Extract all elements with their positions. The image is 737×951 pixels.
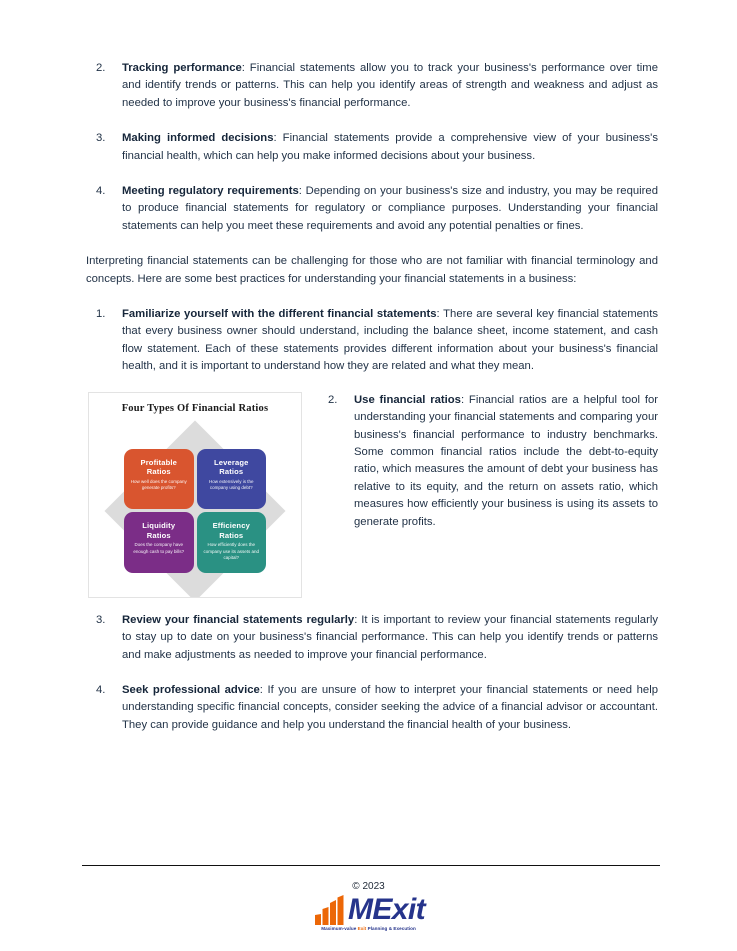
list-marker: 2. — [96, 62, 106, 74]
list-best-practices-part2 — [318, 392, 658, 531]
logo-tagline-part2: Planning & Execution — [366, 926, 416, 931]
list-best-practices-part1 — [86, 306, 658, 376]
list-item — [86, 682, 658, 734]
list-item — [86, 130, 658, 165]
quadrant-title-line2: Ratios — [146, 530, 171, 540]
list-item-text: : Depending on your business's size and industry, you may be required to produce financial statements for regulatory or compliance purposes. Understanding your financial statements can help you meet these requirements and avoid any potential penalties or fines. — [122, 185, 658, 232]
list-item — [86, 612, 658, 664]
quadrant-title-line2: Ratios — [146, 467, 171, 477]
list-marker: 4. — [96, 683, 106, 696]
list-item-lead: Review your financial statements regularly — [122, 613, 355, 626]
list-item-body — [122, 130, 658, 165]
list-item-lead: Familiarize yourself with the different financial statements — [122, 308, 437, 321]
footer-divider — [82, 865, 660, 866]
spacer — [86, 598, 658, 612]
list-item-text: : Financial statements provide a comprehensive view of your business's financial health, which can help you make informed decisions about your business. — [122, 132, 658, 162]
list-marker: 2. — [328, 393, 338, 406]
spacer — [86, 288, 658, 306]
page-footer — [0, 865, 737, 951]
list-item-lead: Seek professional advice — [122, 683, 260, 696]
list-item-body — [122, 612, 658, 664]
list-marker: 3. — [96, 132, 106, 145]
logo-wordmark: MExit — [347, 893, 425, 926]
list-item-text: : If you are unsure of how to interpret your financial statements or need help understanding specific financial concepts, consider seeking the advice of a financial advisor or accountant. They can provide guidance and help you understand the financial health of your business. — [122, 683, 658, 731]
page-content — [86, 60, 658, 734]
quadrant-title — [140, 458, 177, 477]
list-benefits — [86, 60, 658, 235]
list-item — [86, 183, 658, 235]
quadrant-title — [214, 458, 249, 477]
list-item-body — [354, 392, 658, 531]
quadrant-subtitle: How efficiently does the company use its assets and capital? — [203, 542, 260, 560]
intro-paragraph: Interpreting financial statements can be challenging for those who are not familiar with financial terminology and concepts. Here are some best practices for understanding your financial statements in a business: — [86, 255, 658, 285]
list-marker: 1. — [96, 308, 106, 321]
list-item-lead: Tracking performance — [122, 62, 242, 74]
logo-tagline — [321, 926, 416, 931]
logo-tagline-part1: Maximum-value — [321, 926, 358, 931]
list-item-body — [122, 682, 658, 734]
quadrant-title — [213, 521, 250, 540]
list-marker: 4. — [96, 185, 106, 198]
list-item-text: : Financial ratios are a helpful tool for understanding your financial statements and comparing your business's financial performance to industry benchmarks. Some common financial ratios include the debt-to-equity ratio, which measures the amount of debt your business has relative to its equity, and the return on assets ratio, which measures how efficiently your business is using its assets to generate profits. — [354, 393, 658, 528]
quadrant-title-line2: Ratios — [219, 530, 244, 540]
list-item-lead: Use financial ratios — [354, 393, 461, 406]
spacer — [86, 235, 658, 253]
list-item-body — [122, 306, 658, 376]
quadrant-efficiency-ratios — [197, 512, 267, 573]
list-item — [86, 306, 658, 376]
quadrant-subtitle: Does the company have enough cash to pay bills? — [133, 542, 185, 554]
quadrant-subtitle: How well does the company generate profits? — [130, 478, 187, 491]
figure-title: Four Types Of Financial Ratios — [121, 402, 269, 414]
list-item-lead: Making informed decisions — [122, 132, 274, 145]
quadrant-grid — [124, 449, 266, 573]
financial-ratios-figure — [88, 392, 302, 598]
list-item-body — [122, 183, 658, 235]
quadrant-title-line1: Leverage — [213, 457, 249, 467]
mexit-logo — [0, 895, 737, 931]
figure-side-text — [318, 392, 658, 598]
quadrant-title-line1: Liquidity — [142, 521, 176, 531]
list-item-lead: Meeting regulatory requirements — [122, 185, 299, 198]
copyright-text: © 2023 — [352, 881, 385, 892]
quadrant-leverage-ratios — [197, 449, 267, 510]
list-marker: 3. — [96, 613, 106, 626]
list-item-text: : It is important to review your financial statements regularly to stay up to date on your business's financial performance. This can help you identify trends or patterns and make adjustments as needed to improve your financial performance. — [122, 613, 658, 661]
quadrant-profitable-ratios — [124, 449, 194, 510]
list-item — [318, 392, 658, 531]
list-item — [86, 60, 658, 112]
quadrant-title — [142, 521, 175, 540]
list-item-text: : There are several key financial statements that every business owner should understand, including the balance sheet, income statement, and cash flow statement. Each of these statements provides different information about your business's financial health, and it is important to understand how they are related and what they mean. — [122, 308, 658, 373]
quadrant-title-line1: Profitable — [140, 457, 178, 467]
spacer — [86, 376, 658, 392]
figure-with-text-block — [86, 392, 658, 598]
logo-tagline-highlight: Exit — [357, 926, 367, 931]
bar-chart-logo-icon — [312, 895, 346, 925]
list-best-practices-part3 — [86, 612, 658, 734]
quadrant-liquidity-ratios — [124, 512, 194, 573]
quadrant-title-line2: Ratios — [219, 467, 244, 477]
list-item-text: : Financial statements allow you to track your business's performance over time and identify trends or patterns. This can help you identify areas of strength and weakness and adjust as needed to improve your business's financial performance. — [122, 62, 658, 109]
quadrant-title-line1: Efficiency — [212, 521, 250, 531]
list-item-body — [122, 60, 658, 112]
logo-row — [312, 895, 425, 925]
quadrant-subtitle: How extensively is the company using debt? — [208, 478, 254, 491]
